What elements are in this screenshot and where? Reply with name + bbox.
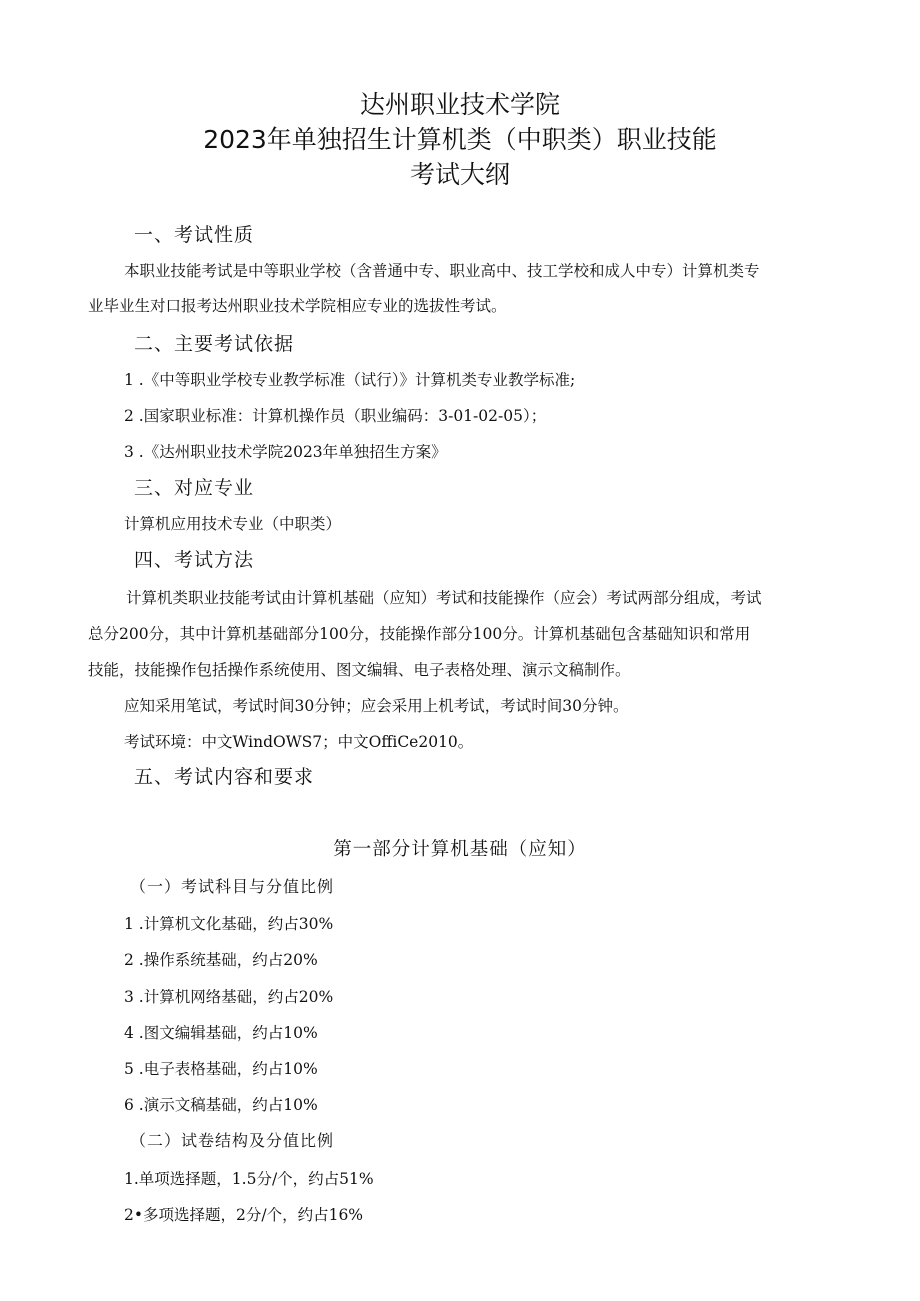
paper-structure-item-2: 2•多项选择题，2分/个，约占16% <box>124 1206 364 1224</box>
section-4-paragraph-3: 考试环境：中文WindOWS7；中文OffiCe2010。 <box>124 733 474 751</box>
part-1-title: 第一部分计算机基础（应知） <box>333 839 587 860</box>
section-2-item-2: 2 .国家职业标准：计算机操作员（职业编码：3-01-02-05）； <box>124 407 547 425</box>
doc-title-line-1: 达州职业技术学院 <box>359 90 560 119</box>
subject-ratio-item-1: 1 .计算机文化基础，约占30% <box>124 915 334 933</box>
section-4-paragraph-2: 应知采用笔试，考试时间30分钟；应会采用上机考试，考试时间30分钟。 <box>124 697 629 715</box>
section-4-paragraph-line-1: 计算机类职业技能考试由计算机基础（应知）考试和技能操作（应会）考试两部分组成，考试 <box>126 589 762 607</box>
section-3-text: 计算机应用技术专业（中职类） <box>124 515 342 533</box>
section-5-heading: 五、考试内容和要求 <box>134 766 315 788</box>
subject-ratio-item-2: 2 .操作系统基础，约占20% <box>124 951 318 969</box>
section-1-heading: 一、考试性质 <box>134 224 255 246</box>
section-2-item-1: 1 .《中等职业学校专业教学标准（试行）》计算机类专业教学标准; <box>124 371 576 389</box>
part-1-subheading-1: （一）考试科目与分值比例 <box>130 877 335 896</box>
subject-ratio-item-6: 6 .演示文稿基础，约占10% <box>124 1096 318 1114</box>
subject-ratio-item-5: 5 .电子表格基础，约占10% <box>124 1060 318 1078</box>
section-4-paragraph-line-3: 技能，技能操作包括操作系统使用、图文编辑、电子表格处理、演示文稿制作。 <box>88 661 631 679</box>
section-4-paragraph-line-2: 总分200分，其中计算机基础部分100分，技能操作部分100分。计算机基础包含基础知识和常用 <box>88 625 751 643</box>
section-1-paragraph-line-1: 本职业技能考试是中等职业学校（含普通中专、职业高中、技工学校和成人中专）计算机类专 <box>124 262 760 280</box>
section-1-paragraph-line-2: 业毕业生对口报考达州职业技术学院相应专业的选拔性考试。 <box>88 297 507 315</box>
section-4-heading: 四、考试方法 <box>134 549 255 571</box>
paper-structure-item-1: 1.单项选择题，1.5分/个，约占51% <box>124 1170 374 1188</box>
subject-ratio-item-4: 4 .图文编辑基础，约占10% <box>124 1024 318 1042</box>
section-2-heading: 二、主要考试依据 <box>134 333 295 355</box>
part-1-subheading-2: （二）试卷结构及分值比例 <box>130 1131 335 1150</box>
section-2-item-3: 3 .《达州职业技术学院2023年单独招生方案》 <box>124 443 447 461</box>
subject-ratio-item-3: 3 .计算机网络基础，约占20% <box>124 988 334 1006</box>
section-3-heading: 三、对应专业 <box>134 477 255 499</box>
doc-title-line-3: 考试大纲 <box>409 160 510 189</box>
doc-title-line-2: 2023年单独招生计算机类（中职类）职业技能 <box>203 125 717 154</box>
